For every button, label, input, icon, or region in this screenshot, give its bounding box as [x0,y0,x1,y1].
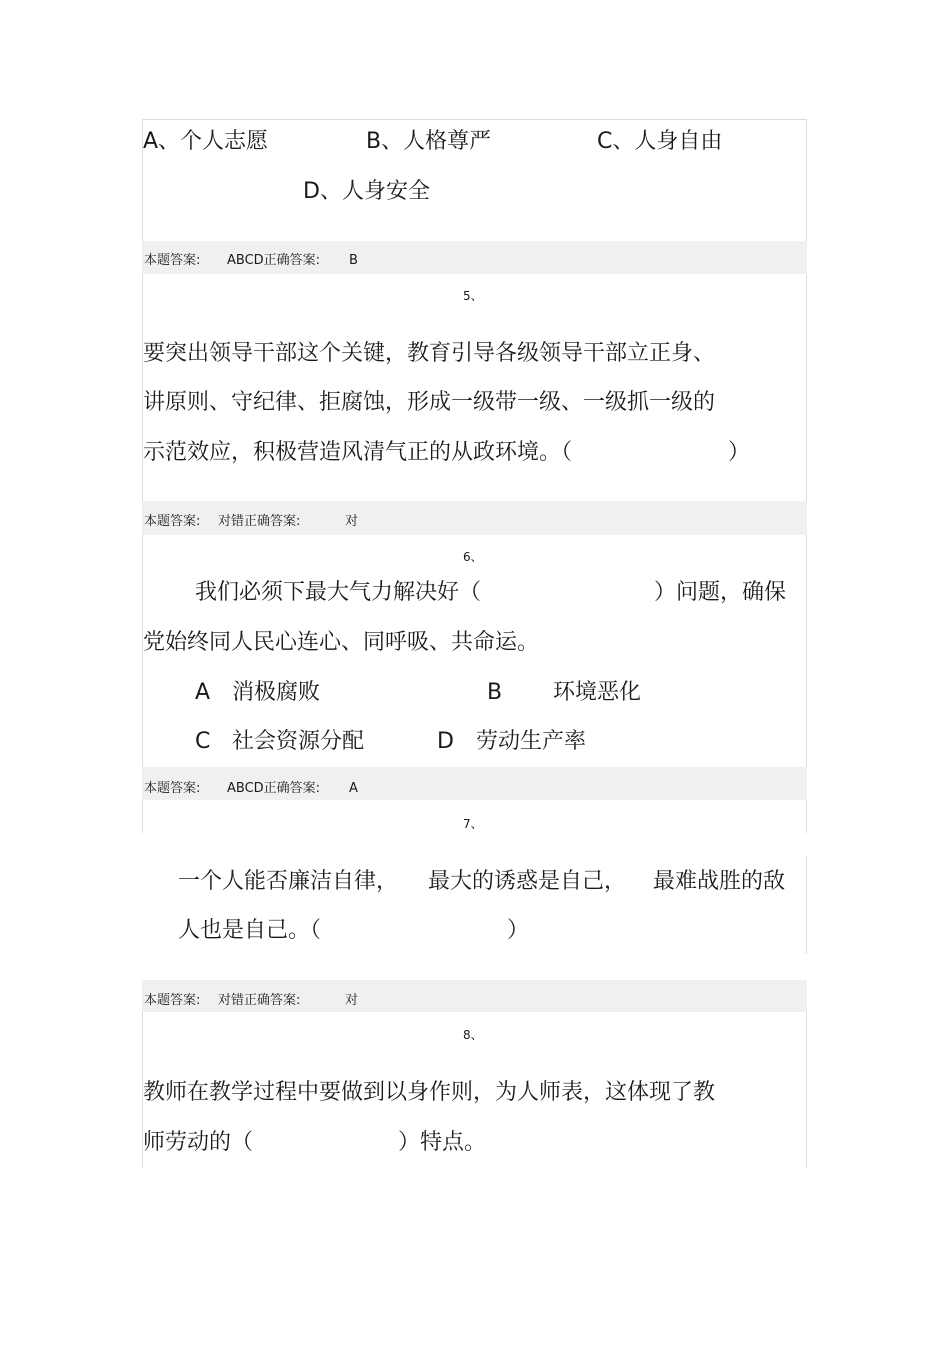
q7-line-1c: 最难战胜的敌 [653,869,786,894]
q4-answer-value: ABCD正确答案: [227,253,321,268]
q6-line-1b: ）问题，确保 [654,580,787,605]
q8-line-2a: 师劳动的（ [143,1130,254,1155]
q7-line-2b: ） [507,918,530,943]
q7-correct-value: 对 [345,993,359,1008]
q7-answer-value: 对错正确答案: [218,993,301,1008]
q6-option-a-letter: A [195,680,211,705]
left-border-1 [142,119,143,833]
q5-line-2: 讲原则、守纪律、拒腐蚀，形成一级带一级、一级抓一级的 [143,390,716,415]
q6-option-a-text: 消极腐败 [232,680,321,705]
q7-number: 7、 [463,817,483,831]
q4-option-a: A、个人志愿 [143,129,269,154]
right-border-2 [806,856,807,954]
q6-option-b-letter: B [487,680,503,705]
q6-option-d-letter: D [437,729,454,754]
q6-option-c-letter: C [195,729,211,754]
right-border-1 [806,119,807,833]
q6-number: 6、 [463,550,483,564]
q4-option-c: C、人身自由 [597,129,723,154]
q5-correct-value: 对 [345,514,359,529]
q7-line-1b: 最大的诱惑是自己， [428,869,627,894]
q6-answer-value: ABCD正确答案: [227,781,321,796]
q8-line-1: 教师在教学过程中要做到以身作则，为人师表，这体现了教 [143,1080,716,1105]
q5-line-3: 示范效应，积极营造风清气正的从政环境。（ [143,440,573,465]
q4-option-d: D、人身安全 [303,179,430,204]
q5-answer-value: 对错正确答案: [218,514,301,529]
q6-correct-value: A [349,781,358,796]
q7-line-2a: 人也是自己。（ [178,918,322,943]
q4-answer-label: 本题答案: [144,253,201,268]
q4-option-b: B、人格尊严 [366,129,492,154]
q6-option-b-text: 环境恶化 [553,680,642,705]
q8-number: 8、 [463,1028,483,1042]
q5-number: 5、 [463,289,483,303]
q7-line-1a: 一个人能否廉洁自律， [178,869,399,894]
q6-answer-label: 本题答案: [144,781,201,796]
q5-close-paren: ） [728,440,751,465]
q4-correct-value: B [349,253,358,268]
q6-option-c-text: 社会资源分配 [232,729,365,754]
q8-line-2b: ）特点。 [398,1130,487,1155]
q5-answer-label: 本题答案: [144,514,201,529]
top-border [142,119,807,120]
q6-line-2: 党始终同人民心连心、同呼吸、共命运。 [143,630,540,655]
q6-line-1a: 我们必须下最大气力解决好（ [195,580,482,605]
q7-answer-label: 本题答案: [144,993,201,1008]
q6-option-d-text: 劳动生产率 [476,729,587,754]
q5-line-1: 要突出领导干部这个关键，教育引导各级领导干部立正身、 [143,341,716,366]
